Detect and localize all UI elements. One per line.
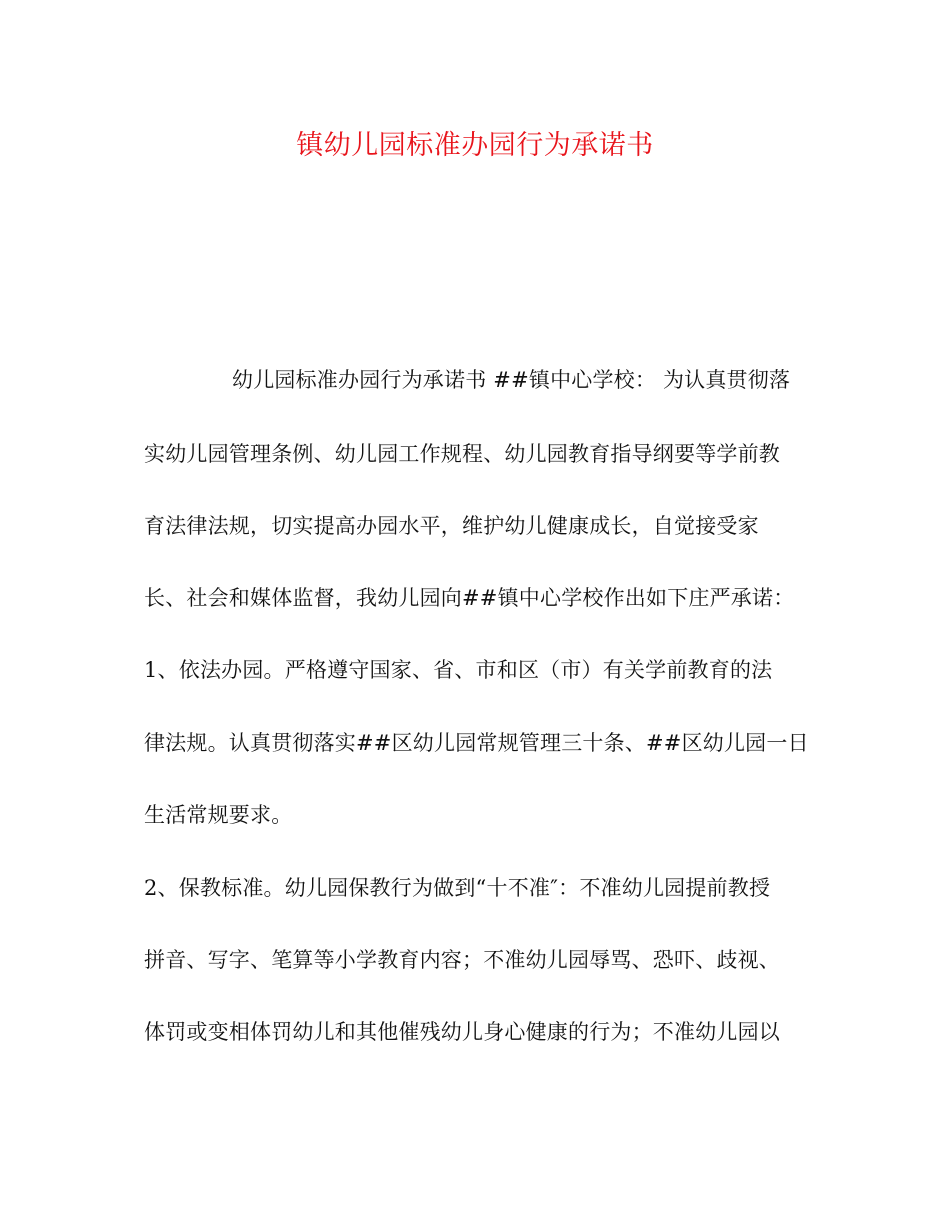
paragraph-line: 实幼儿园管理条例、幼儿园工作规程、幼儿园教育指导纲要等学前教: [144, 442, 780, 466]
paragraph-line: 1、依法办园。严格遵守国家、省、市和区（市）有关学前教育的法: [144, 658, 773, 682]
paragraph-line: 长、社会和媒体监督，我幼儿园向##镇中心学校作出如下庄严承诺：: [144, 586, 795, 610]
paragraph-line: 律法规。认真贯彻落实##区幼儿园常规管理三十条、##区幼儿园一日: [144, 731, 809, 755]
paragraph-line: 2、保教标准。幼儿园保教行为做到“十不准″：不准幼儿园提前教授: [144, 876, 771, 900]
paragraph-line: 生活常规要求。: [144, 803, 293, 827]
paragraph-line: 体罚或变相体罚幼儿和其他催残幼儿身心健康的行为；不准幼儿园以: [144, 1020, 780, 1044]
paragraph-line: 幼儿园标准办园行为承诺书 ##镇中心学校： 为认真贯彻落: [232, 368, 791, 392]
paragraph-line: 拼音、写字、笔算等小学教育内容；不准幼儿园辱骂、恐吓、歧视、: [144, 948, 780, 972]
document-title: 镇幼儿园标准办园行为承诺书: [296, 130, 654, 161]
paragraph-line: 育法律法规，切实提高办园水平，维护幼儿健康成长，自觉接受家: [144, 514, 759, 538]
